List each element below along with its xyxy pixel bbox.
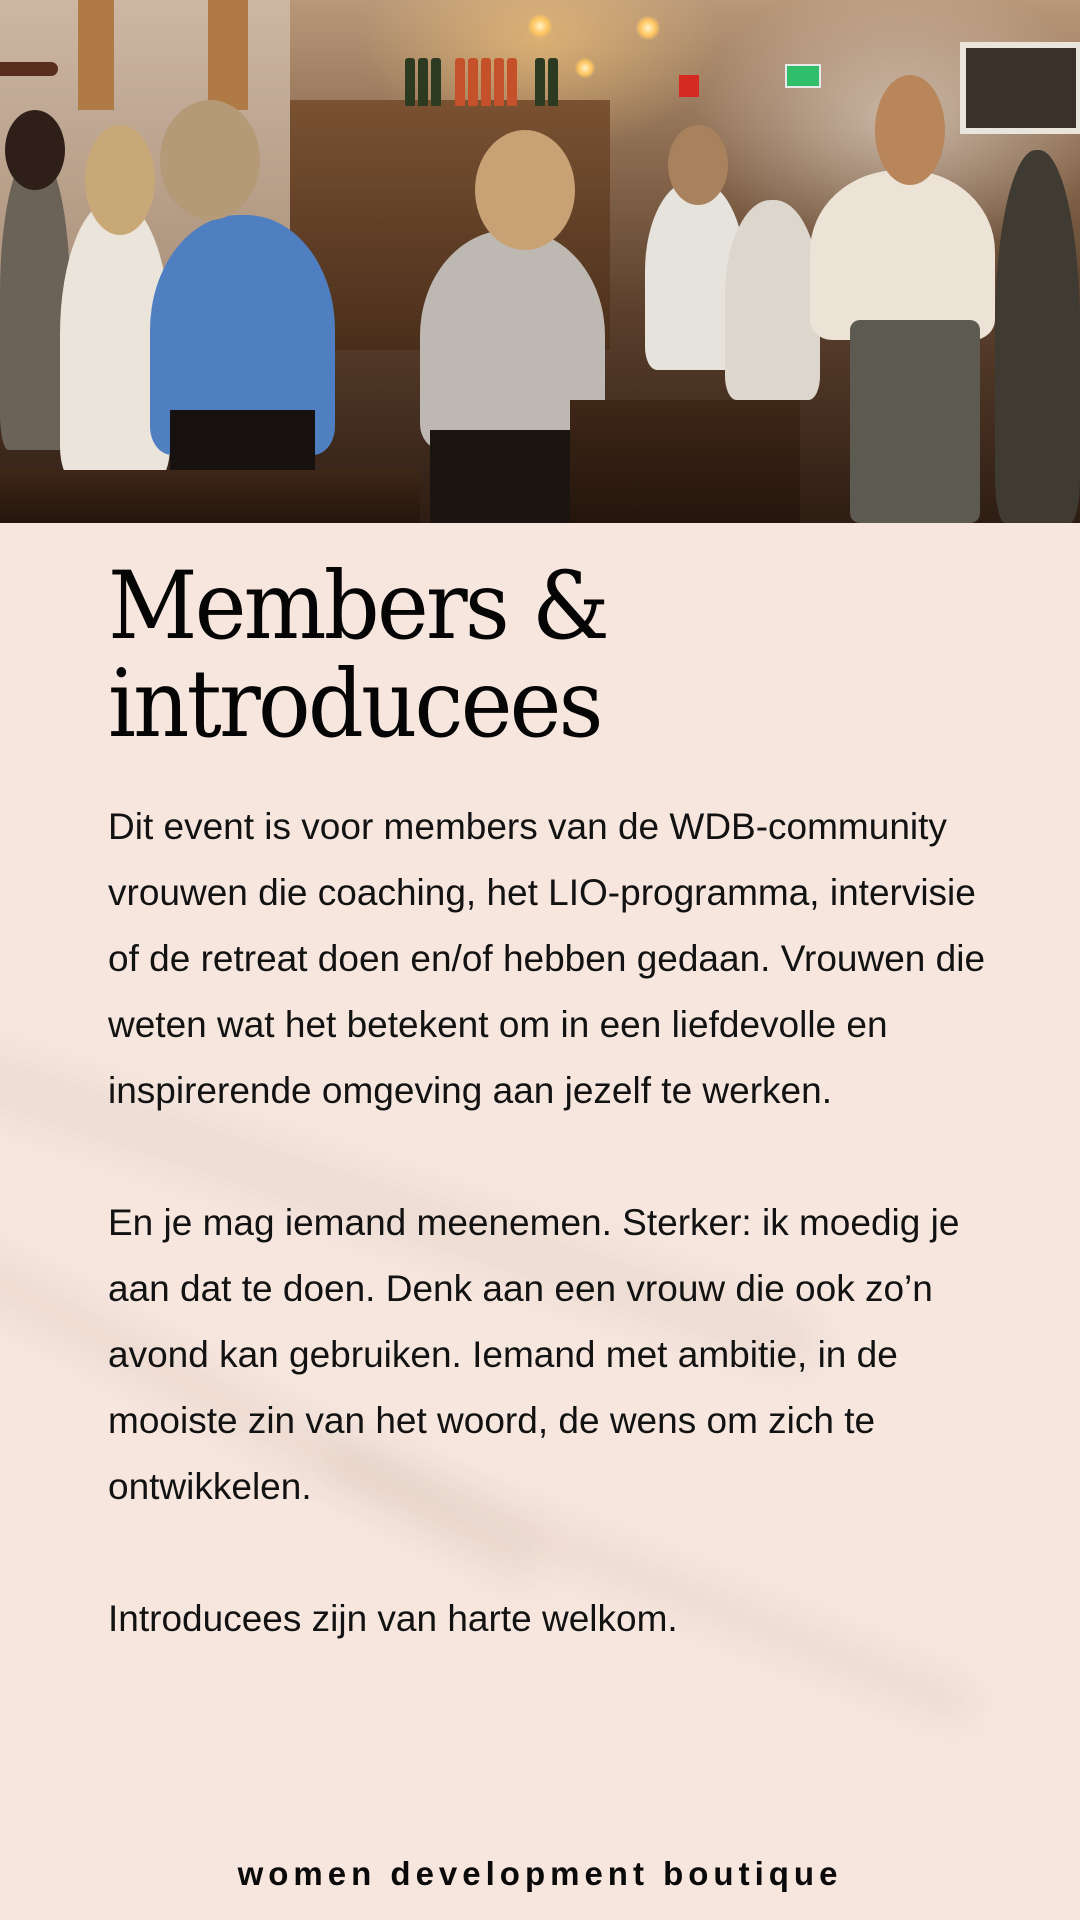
photo-pendant-lamp [575,58,595,78]
paragraph-bring-someone: En je mag iemand meenemen. Sterker: ik moedig je aan dat te doen. Denk aan een vrouw die ook zo’n avond kan gebruiken. Iemand met ambitie, in de mooiste zin van het woord, de wens om zich te ontwikkelen. [108,1202,960,1507]
brand-wordmark: women development boutique [237,1855,843,1892]
photo-table [570,400,800,523]
title-line-2: introducees [108,650,601,759]
photo-table [0,470,420,523]
paragraph-welcome: Introducees zijn van harte welkom. [108,1598,678,1639]
photo-bottle [548,58,558,106]
photo-person-head [5,110,65,190]
photo-bottle [418,58,428,106]
photo-wall-sign [0,62,58,76]
photo-exit-sign [785,64,821,88]
body-text [108,794,1008,1652]
title-line-1: Members & [108,552,607,661]
photo-person [810,170,995,340]
photo-bottle [507,58,517,106]
photo-bottle [405,58,415,106]
photo-person-head [475,130,575,250]
photo-bottle [431,58,441,106]
photo-person [850,320,980,523]
photo-person-head [875,75,945,185]
photo-pendant-lamp [636,16,660,40]
photo-person [430,430,580,523]
page-title [108,552,945,759]
photo-window [960,42,1080,134]
photo-pendant-lamp [528,14,552,38]
photo-person [995,150,1080,523]
photo-person [725,200,820,400]
photo-bottle [468,58,478,106]
photo-person-head [85,125,155,235]
photo-bottle [455,58,465,106]
photo-beam [208,0,248,110]
photo-bottle [535,58,545,106]
photo-fire-sign [679,75,699,97]
hero-photo [0,0,1080,523]
photo-beam [78,0,114,110]
paragraph-members: Dit event is voor members van de WDB-community vrouwen die coaching, het LIO-programma, intervisie of de retreat doen en/of hebben gedaan. Vrouwen die weten wat het betekent om in een liefdevolle en inspirerende omgeving aan jezelf te werken. [108,806,986,1111]
photo-bottle [481,58,491,106]
photo-person-head [160,100,260,220]
photo-bottle [494,58,504,106]
content-section [108,552,1008,1652]
photo-person-head [668,125,728,205]
